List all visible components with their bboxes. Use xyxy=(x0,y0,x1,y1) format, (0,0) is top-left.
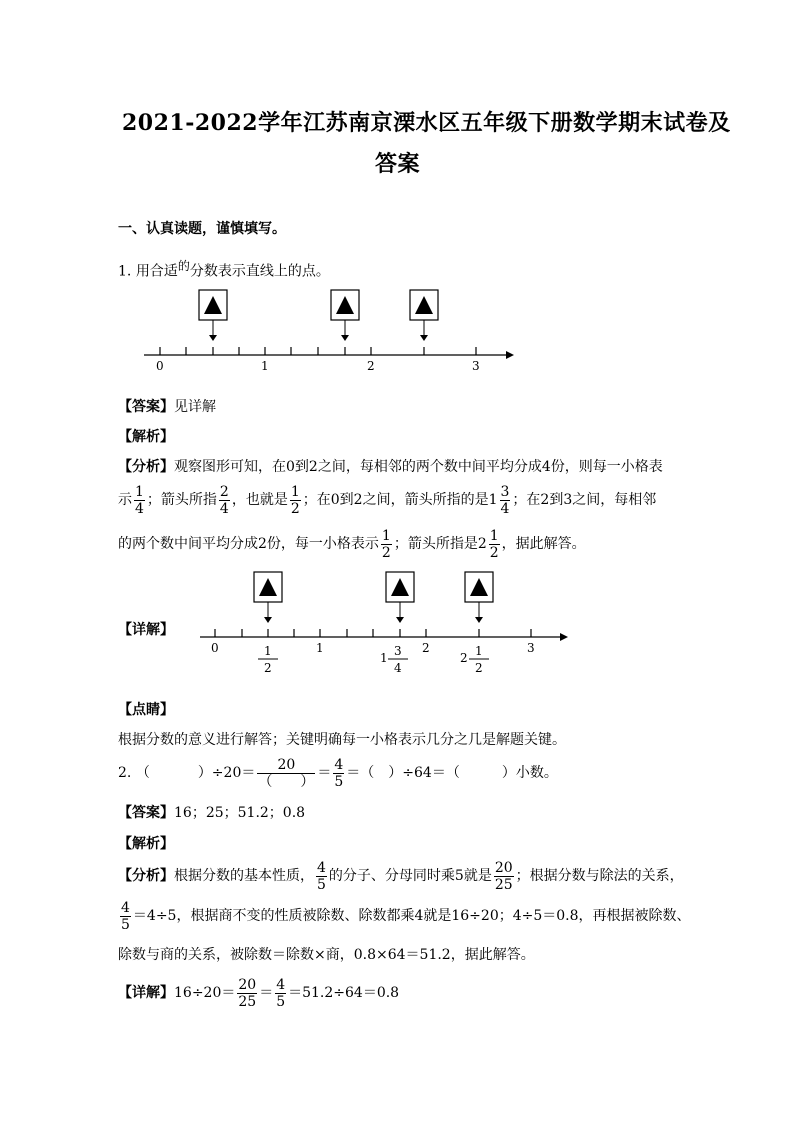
answer-axis-arrowhead xyxy=(560,633,568,641)
svg-text:2: 2 xyxy=(460,651,468,665)
svg-text:1: 1 xyxy=(475,644,483,658)
q2-analysis-line1: 【分析】根据分数的基本性质， $\frac{4}{5}$ 的分子、分母同时乘5就是 $\frac{20}{25}$ ；根据分数与除法的关系， xyxy=(118,859,684,893)
svg-text:1: 1 xyxy=(264,644,272,658)
q1-detail-tag: 【详解】 xyxy=(118,622,174,638)
page-title: 2021-2022学年江苏南京溧水区五年级下册数学期末试卷及 xyxy=(122,110,731,136)
q1-point-text: 根据分数的意义进行解答；关键明确每一小格表示几分之几是解题关键。 xyxy=(118,732,566,748)
answer-tick-label-2: 2 xyxy=(422,641,430,655)
svg-text:2: 2 xyxy=(475,661,483,675)
tick-label-3: 3 xyxy=(472,359,480,373)
q2-analysis-line3: 除数与商的关系，被除数＝除数×商，0.8×64＝51.2，据此解答。 xyxy=(118,947,535,963)
axis-arrowhead xyxy=(506,351,514,359)
section-heading: 一、认真读题，谨慎填写。 xyxy=(118,221,286,237)
q1-analysis-line1: 【分析】观察图形可知，在0到2之间，每相邻的两个数中间平均分成4份，则每一小格表 xyxy=(118,459,663,475)
page-title-line2: 答案 xyxy=(375,151,421,177)
tick-label-0: 0 xyxy=(156,359,164,373)
tick-label-2: 2 xyxy=(367,359,375,373)
q1-answer: 【答案】见详解 xyxy=(118,399,216,415)
question-2-text: 2. （ ）÷20＝ $\frac{20}{( )}$ ＝ $\frac{4}{5}$ ＝（ ）÷64＝（ ）小数。 xyxy=(118,756,558,790)
answer-tick-label-3: 3 xyxy=(527,641,535,655)
question-number: 2. xyxy=(118,765,132,781)
answer-fraction-2 xyxy=(380,644,408,675)
answer-tick-label-0: 0 xyxy=(211,641,219,655)
arrow-box-1 xyxy=(199,290,227,341)
number-line-question xyxy=(138,285,518,380)
arrow-box-2 xyxy=(331,290,359,341)
q1-point-tag: 【点睛】 xyxy=(118,702,174,718)
q2-analysis-tag: 【解析】 xyxy=(118,836,174,852)
answer-arrow-box-2 xyxy=(386,572,414,623)
answer-fraction-1 xyxy=(258,644,278,675)
q1-analysis-line3: 的两个数中间平均分成2份，每一小格表示 $\frac{1}{2}$ ；箭头所指是2 $\frac{1}{2}$ ，据此解答。 xyxy=(118,527,586,561)
arrow-box-3 xyxy=(410,290,438,341)
svg-text:3: 3 xyxy=(394,644,402,658)
question-1-text: 1. 用合适$^的$分数表示直线上的点。 xyxy=(118,259,330,280)
answer-arrow-box-1 xyxy=(254,572,282,623)
svg-text:2: 2 xyxy=(264,661,272,675)
svg-text:1: 1 xyxy=(380,651,388,665)
svg-text:4: 4 xyxy=(394,661,402,675)
question-number: 1. xyxy=(118,263,132,280)
q2-answer: 【答案】16；25；51.2；0.8 xyxy=(118,805,306,821)
answer-axis-ticks xyxy=(215,629,531,637)
tick-label-1: 1 xyxy=(261,359,269,373)
q2-analysis-line2: $\frac{4}{5}$ ＝4÷5，根据商不变的性质被除数、除数都乘4就是16÷20；4÷5＝0.8，再根据被除数、 xyxy=(121,899,691,933)
axis-ticks xyxy=(160,347,476,355)
answer-fraction-3 xyxy=(460,644,489,675)
q2-detail: 【详解】16÷20＝ $\frac{20}{25}$ ＝ $\frac{4}{5}$ ＝51.2÷64＝0.8 xyxy=(118,976,400,1010)
answer-arrow-box-3 xyxy=(465,572,493,623)
q1-analysis-tag: 【解析】 xyxy=(118,429,174,445)
answer-tick-label-1: 1 xyxy=(316,641,324,655)
q1-analysis-line2: 示 $\frac{1}{4}$ ；箭头所指 $\frac{2}{4}$ ，也就是 $\frac{1}{2}$ ；在0到2之间，箭头所指的是1 $\frac{3}{4}$ ；在2到3之间，每相邻 xyxy=(118,483,657,517)
number-line-answer xyxy=(190,567,580,677)
